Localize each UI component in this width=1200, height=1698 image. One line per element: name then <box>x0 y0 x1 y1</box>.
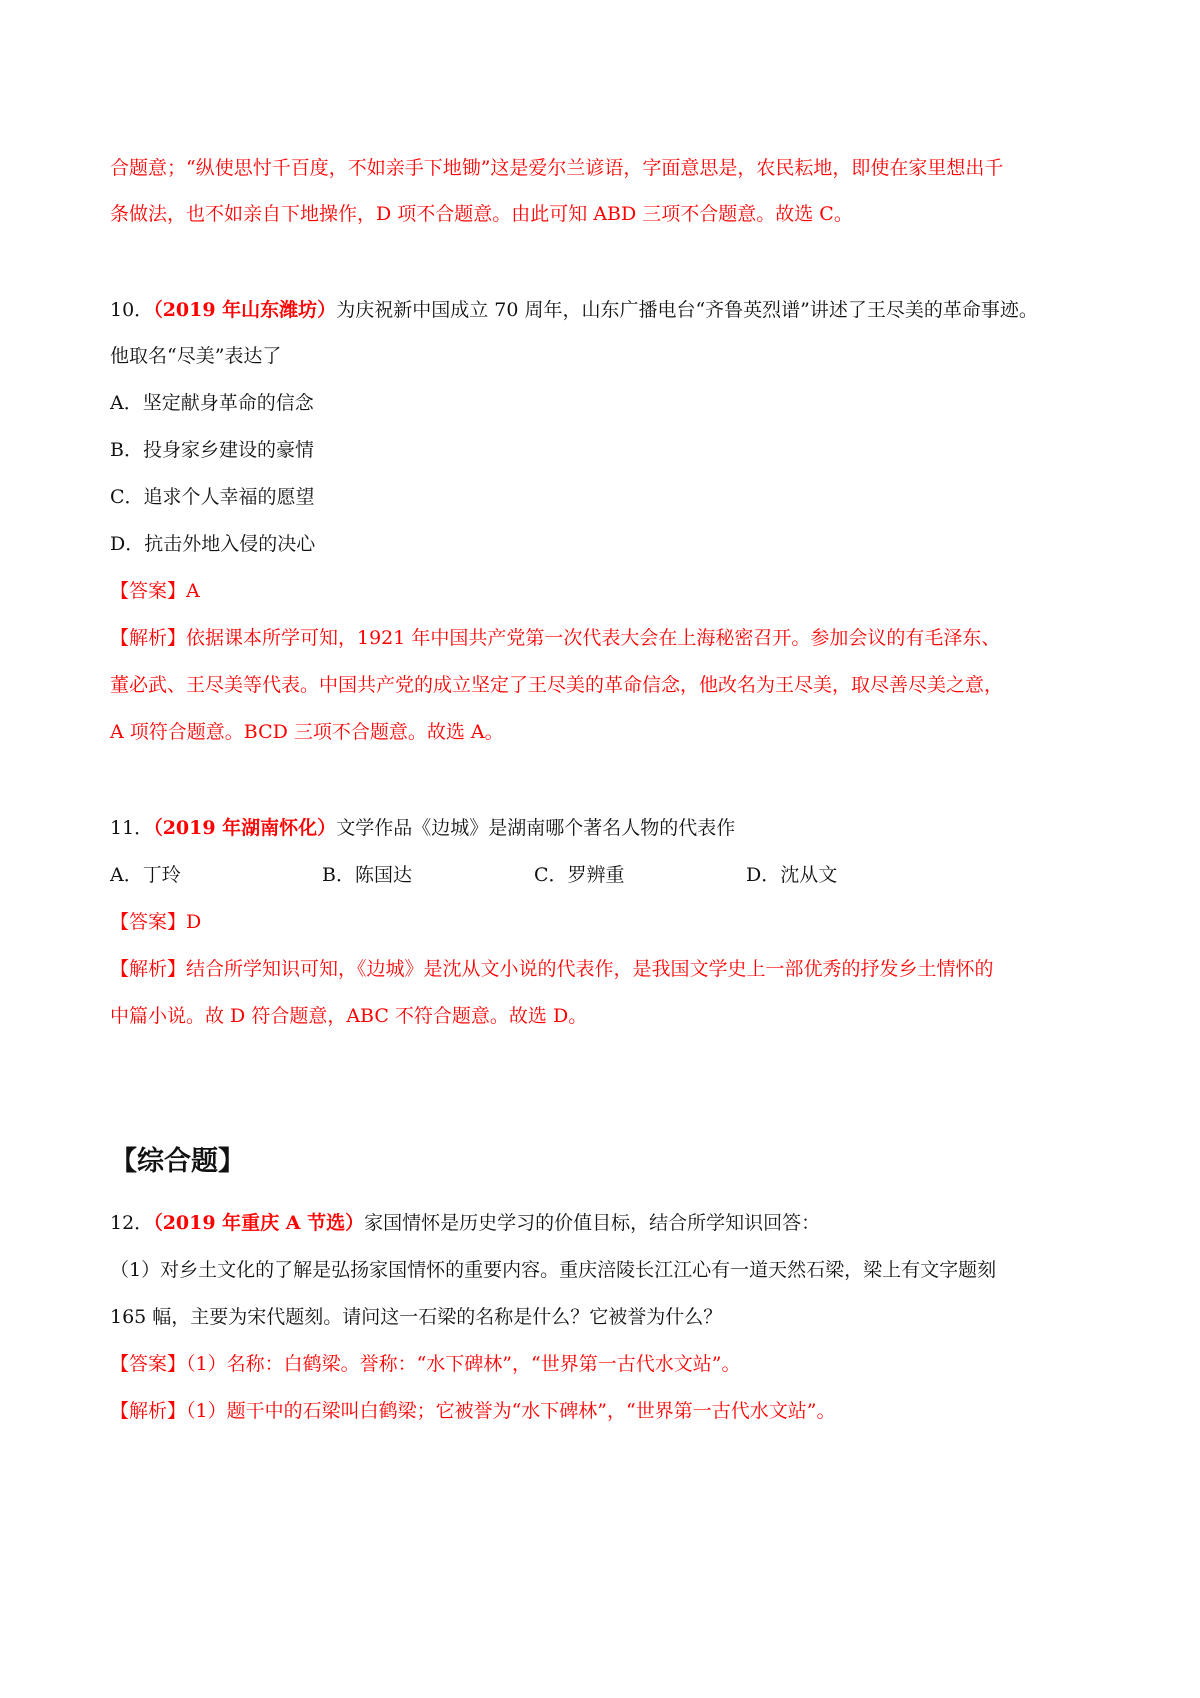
q12-subquestion-1-line-2: 165 幅，主要为宋代题刻。请问这一石梁的名称是什么？它被誉为什么？ <box>110 1306 723 1328</box>
q10-option-d: D．抗击外地入侵的决心 <box>110 533 316 555</box>
q10-number: 10． <box>110 299 154 321</box>
q10-source: （2019 年山东潍坊） <box>153 299 337 321</box>
q12-explanation: 【解析】（1）题干中的石梁叫白鹤梁；它被誉为“水下碑林”，“世界第一古代水文站”。 <box>110 1400 836 1422</box>
q12-stem-line <box>110 1210 820 1236</box>
q12-number: 12． <box>110 1212 154 1234</box>
section-heading: 【综合题】 <box>110 1146 245 1177</box>
q11-stem: 文学作品《边城》是湖南哪个著名人物的代表作 <box>336 817 736 839</box>
q10-stem-line-1 <box>110 297 1038 323</box>
q10-answer: 【答案】A <box>110 580 200 602</box>
q11-explanation-line-1: 【解析】结合所学知识可知，《边城》是沈从文小说的代表作，是我国文学史上一部优秀的抒发乡土情怀的 <box>110 958 994 980</box>
q10-explanation-line-1: 【解析】依据课本所学可知，1921 年中国共产党第一次代表大会在上海秘密召开。参加会议的有毛泽东、 <box>110 627 1001 649</box>
q10-explanation-line-2: 董必武、王尽美等代表。中国共产党的成立坚定了王尽美的革命信念，他改名为王尽美，取尽善尽美之意， <box>110 674 1004 696</box>
q11-option-d: D．沈从文 <box>746 864 838 886</box>
prev-explanation-line-2: 条做法，也不如亲自下地操作，D 项不合题意。由此可知 ABD 三项不合题意。故选 C。 <box>110 203 853 225</box>
q11-source: （2019 年湖南怀化） <box>153 817 337 839</box>
q10-option-c: C．追求个人幸福的愿望 <box>110 486 315 508</box>
q10-explanation-line-3: A 项符合题意。BCD 三项不合题意。故选 A。 <box>110 721 504 743</box>
q11-number: 11． <box>110 817 154 839</box>
q10-option-b: B．投身家乡建设的豪情 <box>110 439 314 461</box>
q10-option-a: A．坚定献身革命的信念 <box>110 392 314 414</box>
q11-option-c: C．罗辨重 <box>534 864 625 886</box>
q12-source: （2019 年重庆 A 节选） <box>153 1212 365 1234</box>
q11-option-a: A．丁玲 <box>110 864 181 886</box>
q10-stem-line-2: 他取名“尽美”表达了 <box>110 345 282 367</box>
q12-stem: 家国情怀是历史学习的价值目标，结合所学知识回答： <box>364 1212 821 1234</box>
q11-option-b: B．陈国达 <box>322 864 412 886</box>
q12-answer: 【答案】（1）名称：白鹤梁。誉称：“水下碑林”，“世界第一古代水文站”。 <box>110 1353 741 1375</box>
q11-answer: 【答案】D <box>110 911 202 933</box>
prev-explanation-line-1: 合题意；“纵使思忖千百度，不如亲手下地锄”这是爱尔兰谚语，字面意思是，农民耘地，即使在家里想出千 <box>110 157 1004 179</box>
q11-explanation-line-2: 中篇小说。故 D 符合题意，ABC 不符合题意。故选 D。 <box>110 1005 588 1027</box>
q10-stem: 为庆祝新中国成立 70 周年，山东广播电台“齐鲁英烈谱”讲述了王尽美的革命事迹。 <box>336 299 1038 321</box>
q11-stem-line <box>110 815 735 841</box>
q12-subquestion-1-line-1: （1）对乡土文化的了解是弘扬家国情怀的重要内容。重庆涪陵长江江心有一道天然石梁，梁上有文字题刻 <box>110 1259 997 1281</box>
